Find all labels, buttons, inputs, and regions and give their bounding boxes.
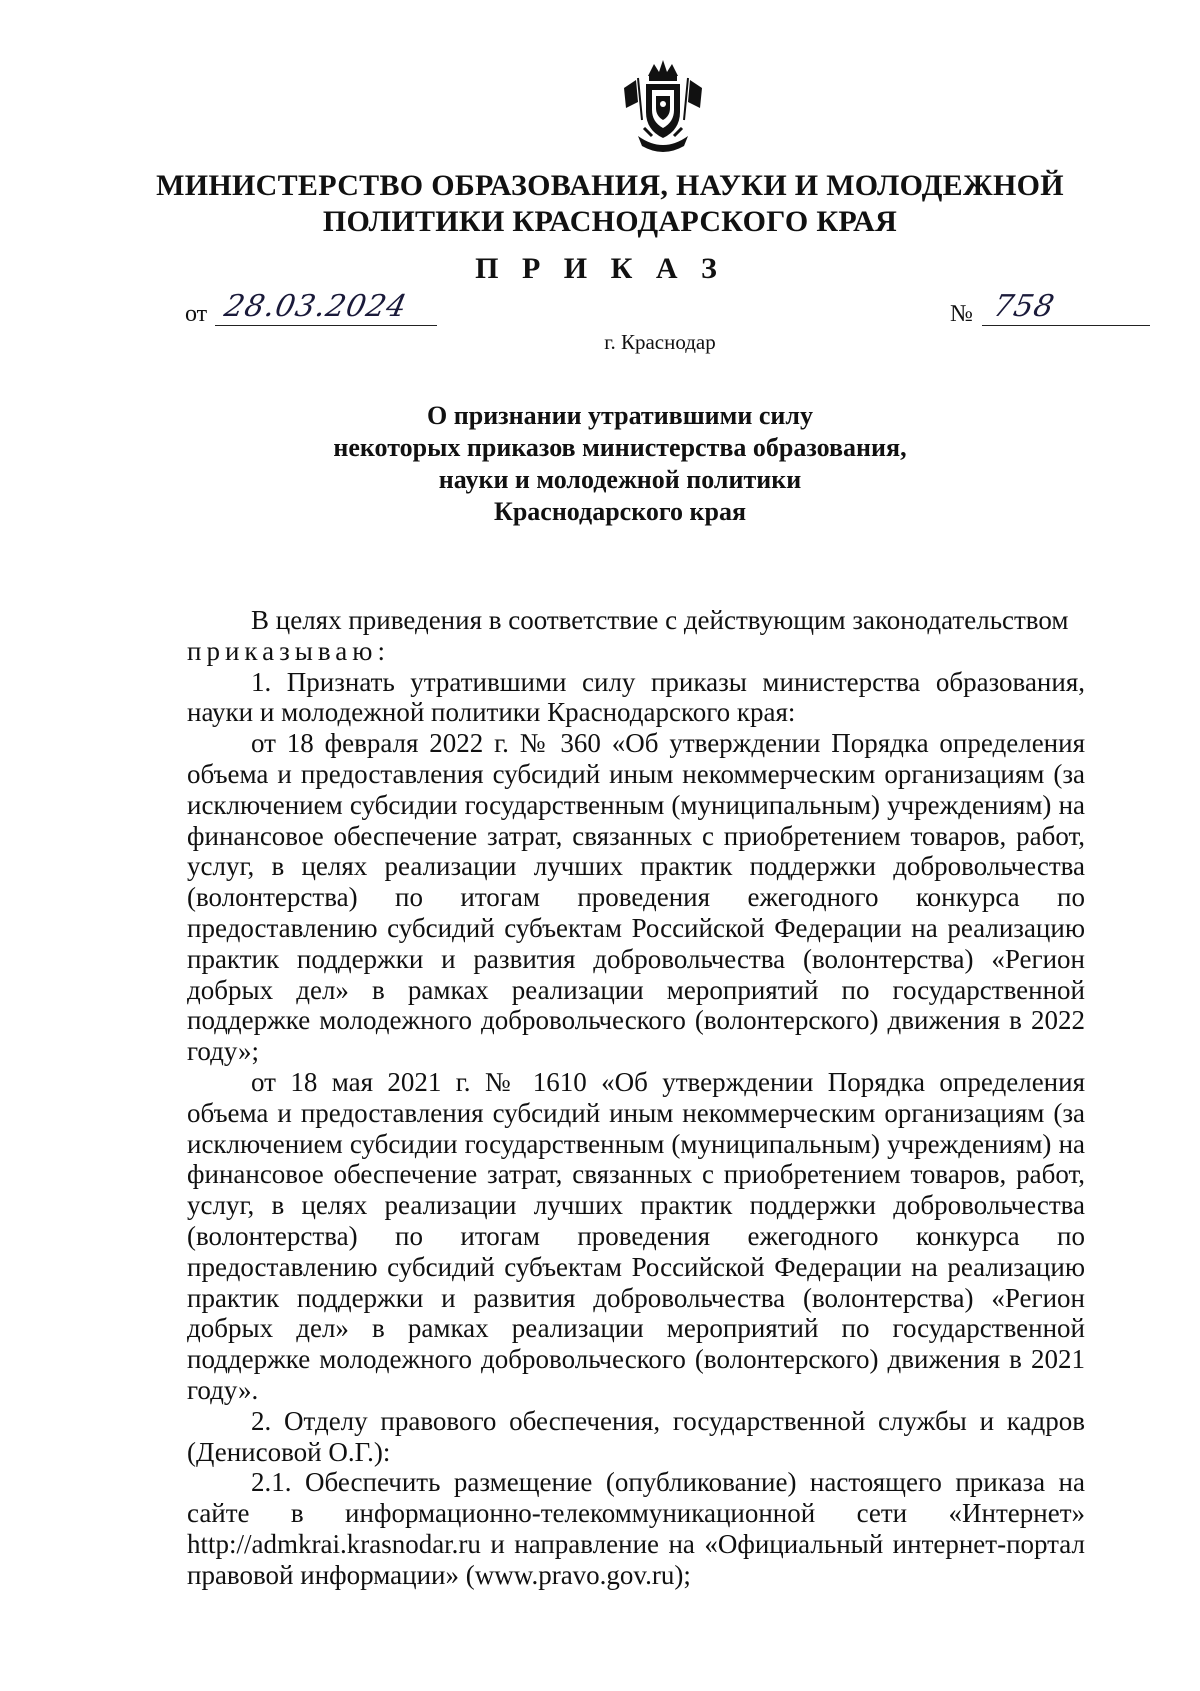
item-1: 1. Признать утратившими силу приказы министерства образования, науки и молодежной политики Краснодарского края:: [187, 666, 1085, 728]
subject-line4: Краснодарского края: [493, 497, 747, 526]
item-2-1: 2.1. Обеспечить размещение (опубликование) настоящего приказа на сайте в информационно-телекоммуникационной сети «Интернет» http://admkrai.krasnodar.ru и направление на «Официальный интернет-портал правовой информации» (www.pravo.gov.ru);: [187, 1467, 1085, 1590]
intro-paragraph: В целях приведения в соответствие с действующим законодательством: [251, 605, 1069, 635]
number-underline: [982, 325, 1150, 326]
subject-line3: науки и молодежной политики: [438, 465, 802, 494]
handwritten-date: 28.03.2024: [221, 289, 411, 324]
ministry-name: [150, 168, 1070, 240]
item-2: 2. Отделу правового обеспечения, государственной службы и кадров (Денисовой О.Г.):: [187, 1405, 1085, 1467]
handwritten-number: 758: [990, 289, 1058, 324]
number-prefix: №: [950, 301, 973, 327]
order-word: приказываю:: [187, 635, 390, 666]
order-body: [187, 605, 1085, 1591]
item-1-b: от 18 мая 2021 г. № 1610 «Об утверждении Порядка определения объема и предоставления субсидий иным некоммерческим организациям (за исключением субсидии государственным (муниципальным) учреждениям) на финансовое обеспечение затрат, связанных с приобретением товаров, работ, услуг, в целях реализации лучших практик поддержки добровольчества (волонтерства) по итогам проведения ежегодного конкурса по предоставлению субсидий субъектам Российской Федерации на реализацию практик поддержки и развития добровольчества (волонтерства) «Регион добрых дел» в рамках реализации мероприятий по государственной поддержке молодежного добровольческого (волонтерского) движения в 2021 году».: [187, 1066, 1085, 1405]
ministry-name-line1: МИНИСТЕРСТВО ОБРАЗОВАНИЯ, НАУКИ И МОЛОДЕЖНОЙ: [156, 169, 1064, 202]
ministry-name-line2: ПОЛИТИКИ КРАСНОДАРСКОГО КРАЯ: [322, 205, 898, 238]
issue-city: г. Краснодар: [604, 330, 716, 354]
item-1-a: от 18 февраля 2022 г. № 360 «Об утверждении Порядка определения объема и предоставления субсидий иным некоммерческим организациям (за исключением субсидии государственным (муниципальным) учреждениям) на финансовое обеспечение затрат, связанных с приобретением товаров, работ, услуг, в целях реализации лучших практик поддержки добровольчества (волонтерства) по итогам проведения ежегодного конкурса по предоставлению субсидий субъектам Российской Федерации на реализацию практик поддержки и развития добровольчества (волонтерства) «Регион добрых дел» в рамках реализации мероприятий по государственной поддержке молодежного добровольческого (волонтерского) движения в 2022 году»;: [187, 728, 1085, 1067]
date-underline: [215, 325, 437, 326]
document-type-title: П Р И К А З: [475, 252, 725, 285]
coat-of-arms-icon: [618, 58, 708, 154]
subject-line1: О признании утратившими силу: [427, 401, 813, 430]
subject-line2: некоторых приказов министерства образования,: [333, 433, 907, 462]
order-subject: [300, 400, 940, 528]
date-prefix: от: [185, 301, 208, 327]
